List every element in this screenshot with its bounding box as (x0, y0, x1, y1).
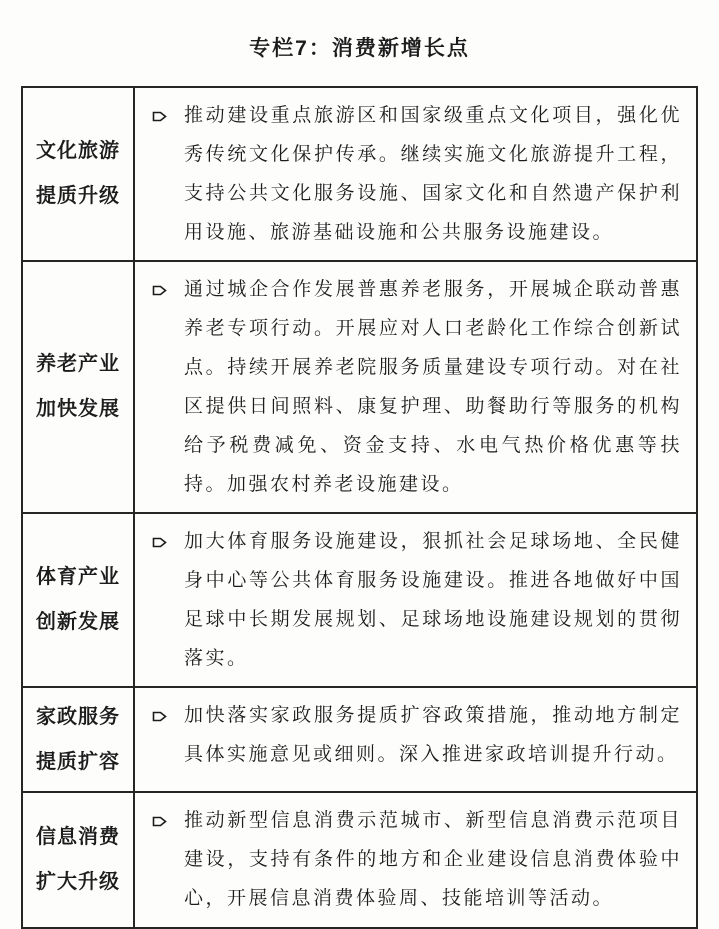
row-label-line: 加快发展 (36, 398, 120, 420)
row-content-cell (135, 262, 696, 512)
row-label (23, 88, 135, 260)
row-label-line: 创新发展 (36, 611, 120, 633)
table-row (23, 686, 696, 791)
pentagon-bullet-icon (152, 709, 167, 724)
pentagon-bullet-icon (152, 109, 167, 124)
table-row (23, 88, 696, 260)
pentagon-bullet-icon (152, 535, 167, 550)
row-content-cell (135, 514, 696, 686)
row-content-text: 加大体育服务设施建设，狠抓社会足球场地、全民健身中心等公共体育服务设施建设。推进各地做好中国足球中长期发展规划、足球场地设施建设规划的贯彻落实。 (184, 531, 682, 669)
row-label (23, 514, 135, 686)
row-label-line: 养老产业 (36, 353, 120, 375)
pentagon-bullet-icon (152, 814, 167, 829)
table-row (23, 512, 696, 686)
row-label-line: 家政服务 (36, 705, 120, 728)
row-label (23, 688, 135, 791)
row-content-text: 推动建设重点旅游区和国家级重点文化项目，强化优秀传统文化保护传承。继续实施文化旅游提升工程，支持公共文化服务设施、国家文化和自然遗产保护利用设施、旅游基础设施和公共服务设施建设。 (184, 105, 682, 243)
table-row (23, 791, 696, 927)
row-label-line: 提质扩容 (36, 750, 120, 773)
row-label-line: 扩大升级 (36, 871, 120, 893)
row-content-cell (135, 88, 696, 260)
row-label-line: 信息消费 (36, 826, 120, 848)
row-label (23, 262, 135, 512)
row-label (23, 793, 135, 927)
row-content-text: 加快落实家政服务提质扩容政策措施，推动地方制定具体实施意见或细则。深入推进家政培训提升行动。 (184, 705, 682, 765)
page-title: 专栏7：消费新增长点 (249, 37, 470, 60)
row-content-cell (135, 793, 696, 927)
table-row (23, 260, 696, 512)
row-label-line: 提质升级 (36, 185, 120, 207)
consumption-growth-table (21, 86, 698, 929)
row-label-line: 体育产业 (36, 566, 120, 588)
pentagon-bullet-icon (152, 283, 167, 298)
row-label-line: 文化旅游 (36, 140, 120, 162)
row-content-cell (135, 688, 696, 791)
row-content-text: 通过城企合作发展普惠养老服务，开展城企联动普惠养老专项行动。开展应对人口老龄化工作综合创新试点。持续开展养老院服务质量建设专项行动。对在社区提供日间照料、康复护理、助餐助行等服务的机构给予税费减免、资金支持、水电气热价格优惠等扶持。加强农村养老设施建设。 (184, 279, 682, 495)
row-content-text: 推动新型信息消费示范城市、新型信息消费示范项目建设，支持有条件的地方和企业建设信息消费体验中心，开展信息消费体验周、技能培训等活动。 (184, 810, 682, 909)
